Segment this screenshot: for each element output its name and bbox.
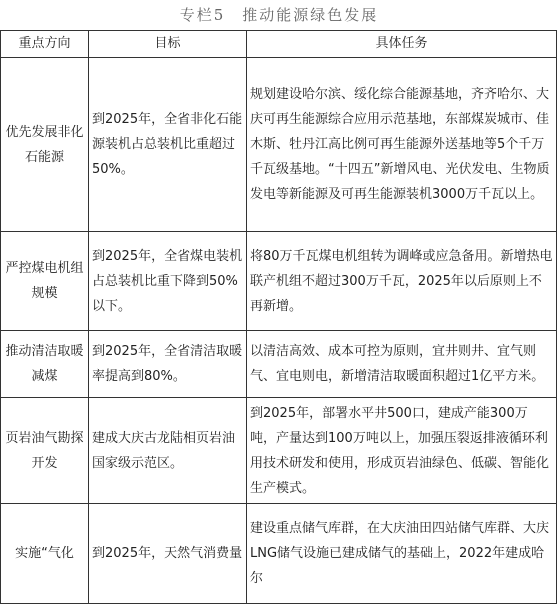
table-row — [1, 58, 557, 232]
goal-cell: 到2025年，天然气消费量 — [89, 504, 247, 604]
header-task: 具体任务 — [247, 31, 557, 58]
header-goal: 目标 — [89, 31, 247, 58]
table-row — [1, 232, 557, 331]
table-row — [1, 398, 557, 504]
direction-cell: 严控煤电机组规模 — [1, 232, 89, 331]
task-cell: 以清洁高效、成本可控为原则，宜井则井、宜气则气、宜电则电，新增清洁取暖面积超过1亿平方米。 — [247, 331, 557, 398]
task-cell: 建设重点储气库群，在大庆油田四站储气库群、大庆LNG储气设施已建成储气的基础上，2022年建成哈尔 — [247, 504, 557, 604]
direction-cell: 优先发展非化石能源 — [1, 58, 89, 232]
table-row — [1, 504, 557, 604]
goal-cell: 到2025年，全省非化石能源装机占总装机比重超过50%。 — [89, 58, 247, 232]
goal-cell: 到2025年，全省清洁取暖率提高到80%。 — [89, 331, 247, 398]
energy-table — [0, 30, 557, 604]
table-row — [1, 331, 557, 398]
header-direction: 重点方向 — [1, 31, 89, 58]
goal-cell: 到2025年，全省煤电装机占总装机比重下降到50%以下。 — [89, 232, 247, 331]
direction-cell: 推动清洁取暖减煤 — [1, 331, 89, 398]
goal-cell: 建成大庆古龙陆相页岩油国家级示范区。 — [89, 398, 247, 504]
task-cell: 规划建设哈尔滨、绥化综合能源基地，齐齐哈尔、大庆可再生能源综合应用示范基地，东部煤炭城市、佳木斯、牡丹江高比例可再生能源外送基地等5个千万千瓦级基地。“十四五”新增风电、光伏发电、生物质发电等新能源及可再生能源装机3000万千瓦以上。 — [247, 58, 557, 232]
direction-cell: 实施“气化 — [1, 504, 89, 604]
direction-cell: 页岩油气勘探开发 — [1, 398, 89, 504]
task-cell: 到2025年，部署水平井500口，建成产能300万吨，产量达到100万吨以上，加强压裂返排液循环利用技术研发和使用，形成页岩油绿色、低碳、智能化生产模式。 — [247, 398, 557, 504]
task-cell: 将80万千瓦煤电机组转为调峰或应急备用。新增热电联产机组不超过300万千瓦，2025年以后原则上不再新增。 — [247, 232, 557, 331]
table-header-row — [1, 31, 557, 58]
page-title: 专栏5 推动能源绿色发展 — [179, 6, 379, 24]
